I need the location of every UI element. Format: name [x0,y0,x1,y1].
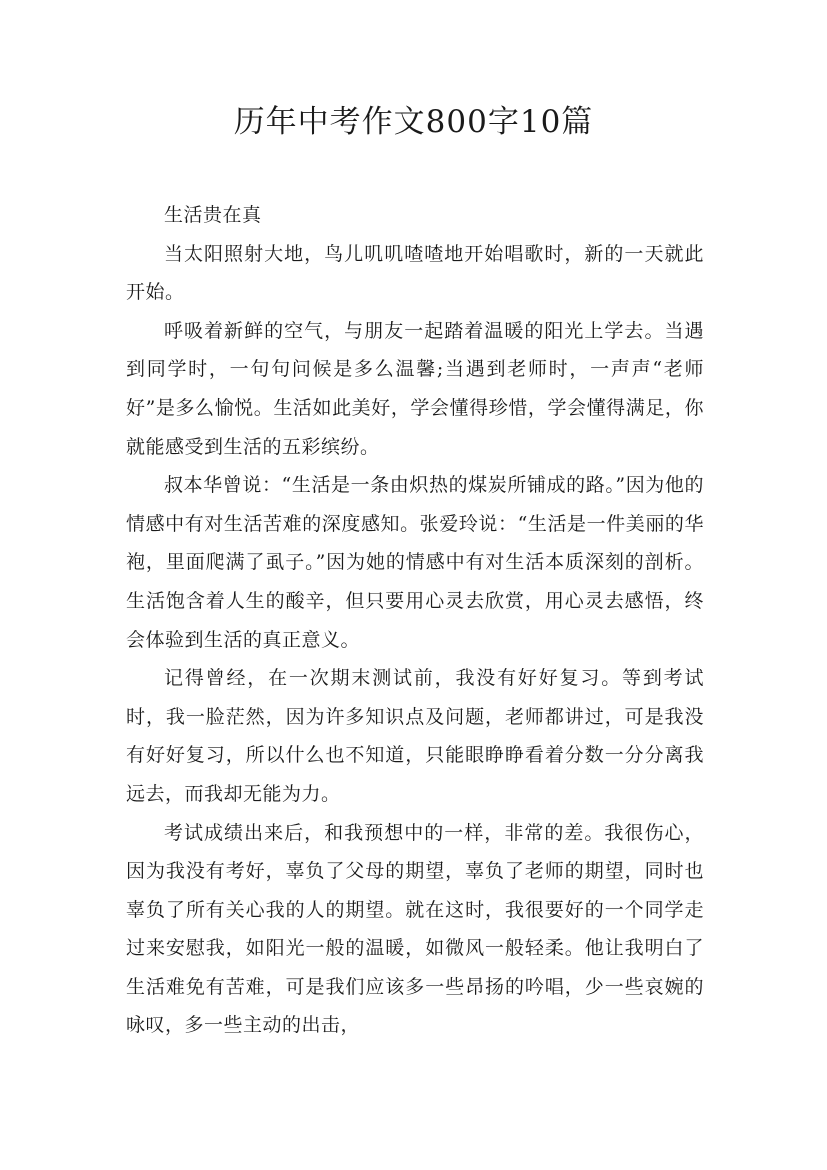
paragraph: 当太阳照射大地，鸟儿叽叽喳喳地开始唱歌时，新的一天就此开始。 [126,242,704,304]
document-body [126,196,704,1045]
section-heading: 生活贵在真 [164,204,262,226]
paragraph: 考试成绩出来后，和我预想中的一样，非常的差。我很伤心，因为我没有考好，辜负了父母的期望，辜负了老师的期望，同时也辜负了所有关心我的人的期望。就在这时，我很要好的一个同学走过来安慰我，如阳光一般的温暖，如微风一般轻柔。他让我明白了生活难免有苦难，可是我们应该多一些昂扬的吟唱，少一些哀婉的咏叹，多一些主动的出击， [126,821,704,1037]
document-title: 历年中考作文800字10篇 [233,104,594,140]
paragraph: 叔本华曾说：“生活是一条由炽热的煤炭所铺成的路。”因为他的情感中有对生活苦难的深度感知。张爱玲说：“生活是一件美丽的华袍，里面爬满了虱子。”因为她的情感中有对生活本质深刻的剖析。生活饱含着人生的酸辛，但只要用心灵去欣赏，用心灵去感悟，终会体验到生活的真正意义。 [126,474,704,651]
paragraph: 记得曾经，在一次期末测试前，我没有好好复习。等到考试时，我一脸茫然，因为许多知识点及问题，老师都讲过，可是我没有好好复习，所以什么也不知道，只能眼睁睁看着分数一分分离我远去，而我却无能为力。 [126,667,704,805]
paragraph: 呼吸着新鲜的空气，与朋友一起踏着温暖的阳光上学去。当遇到同学时，一句句问候是多么温馨;当遇到老师时，一声声“老师好”是多么愉悦。生活如此美好，学会懂得珍惜，学会懂得满足，你就能感受到生活的五彩缤纷。 [126,319,704,458]
